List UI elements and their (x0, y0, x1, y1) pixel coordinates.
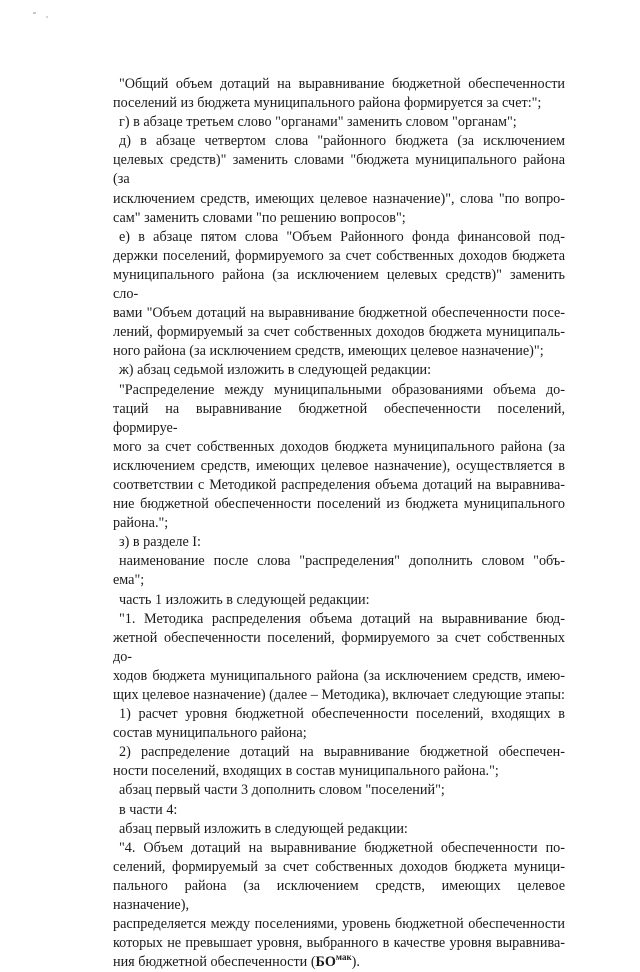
scan-artifact (33, 12, 36, 14)
text-line: ж) абзац седьмой изложить в следующей редакции: (119, 362, 432, 379)
text-segment: ). (351, 954, 360, 971)
text-line: в части 4: (119, 801, 178, 818)
text-segment: ния бюджетной обеспеченности ( (113, 954, 316, 971)
text-line: 2) распределение дотаций на выравнивание бюджетной обеспечен- (119, 744, 565, 761)
text-line: таций на выравнивание бюджетной обеспеченности поселений, формируе- (113, 400, 565, 436)
text-line: вами "Объем дотаций на выравнивание бюджетной обеспеченности посе- (113, 305, 565, 322)
text-line: соответствии с Методикой распределения объема дотаций на выравнива- (113, 476, 565, 493)
text-line: муниципального района (за исключением целевых средств)" заменить сло- (113, 266, 565, 303)
text-line: "Распределение между муниципальными образованиями объема до- (119, 381, 565, 398)
text-line: исключением средств, имеющих целевое назначение)", слова "по вопро- (113, 190, 565, 207)
text-line: наименование после слова "распределения" дополнить словом "объ- (119, 553, 565, 570)
text-line: абзац первый части 3 дополнить словом "поселений"; (119, 782, 445, 799)
text-line: целевых средств)" заменить словами "бюджета муниципального района (за (113, 152, 565, 188)
text-line: исключением средств, имеющих целевое назначение), осуществляется в (113, 457, 565, 474)
formula-symbol (316, 954, 352, 970)
text-line: состав муниципального района; (113, 725, 307, 742)
text-line: ние бюджетной обеспеченности поселений из бюджета муниципального (113, 496, 565, 513)
text-line: абзац первый изложить в следующей редакции: (119, 820, 408, 837)
text-line: ности поселений, входящих в состав муниципального района."; (113, 763, 499, 780)
text-line: "Общий объем дотаций на выравнивание бюджетной обеспеченности (119, 76, 565, 92)
text-line: сам" заменить словами "по решению вопросов"; (113, 209, 406, 226)
scan-artifact (46, 16, 48, 18)
text-line: е) в абзаце пятом слова "Объем Районного фонда финансовой под- (119, 228, 565, 245)
text-line (113, 953, 565, 972)
text-line: часть 1 изложить в следующей редакции: (119, 591, 370, 608)
text-line: д) в абзаце четвертом слова "районного бюджета (за исключением (119, 133, 565, 150)
text-line: "1. Методика распределения объема дотаций на выравнивание бюд- (119, 610, 565, 627)
text-line: лений, формируемый за счет собственных доходов бюджета муниципаль- (113, 324, 565, 341)
text-line: распределяется между поселениями, уровень бюджетной обеспеченности (113, 916, 565, 933)
text-line: поселений из бюджета муниципального района формируется за счет:"; (113, 95, 542, 112)
text-line: селений, формируемый за счет собственных доходов бюджета муници- (113, 858, 565, 875)
text-line: района."; (113, 515, 169, 532)
text-line: з) в разделе I: (119, 534, 201, 551)
formula-main: БО (315, 954, 336, 971)
text-line: "4. Объем дотаций на выравнивание бюджетной обеспеченности по- (119, 839, 565, 856)
text-line: ного района (за исключением средств, имеющих целевое назначение)"; (113, 343, 544, 360)
text-line: пального района (за исключением средств, имеющих целевое назначение), (113, 877, 565, 914)
formula-superscript: мак (335, 952, 352, 963)
text-line: жетной обеспеченности поселений, формируемого за счет собственных до- (113, 629, 565, 665)
text-line: мого за счет собственных доходов бюджета муниципального района (за (113, 438, 565, 455)
text-line: которых не превышает уровня, выбранного в качестве уровня выравнива- (113, 935, 565, 952)
text-line: ема"; (113, 572, 145, 589)
text-line: ходов бюджета муниципального района (за исключением средств, имею- (113, 667, 565, 684)
text-line: щих целевое назначение) (далее – Методика), включает следующие этапы: (113, 687, 565, 703)
text-line: г) в абзаце третьем слово "органами" заменить словом "органам"; (119, 114, 517, 131)
document-body (113, 75, 565, 972)
text-line: держки поселений, формируемого за счет собственных доходов бюджета (113, 247, 565, 264)
text-line: 1) расчет уровня бюджетной обеспеченности поселений, входящих в (119, 706, 565, 723)
